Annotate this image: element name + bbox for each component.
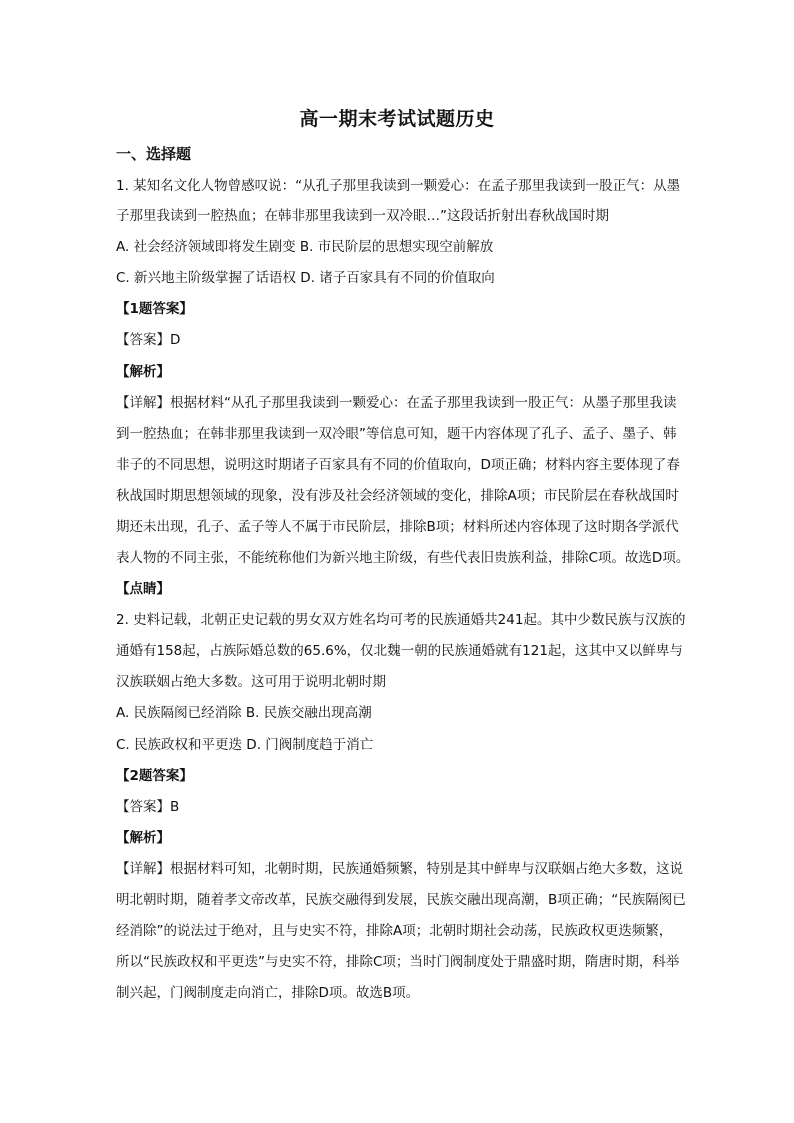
- q1-option-ab: A. 社会经济领域即将发生剧变 B. 市民阶层的思想实现空前解放: [116, 239, 494, 255]
- q1-stem-line-1: 1. 某知名文化人物曾感叹说：“从孔子那里我读到一颗爱心：在孟子那里我读到一股正气：从墨: [116, 178, 681, 194]
- section-heading: 一、选择题: [116, 145, 192, 163]
- q1-answer: 【答案】D: [116, 332, 181, 348]
- q2-detail-line-5: 制兴起，门阀制度走向消亡，排除D项。故选B项。: [116, 985, 420, 1001]
- q1-detail-line-4: 秋战国时期思想领域的现象，没有涉及社会经济领域的变化，排除A项；市民阶层在春秋战国时: [116, 488, 679, 504]
- q2-answer: 【答案】B: [116, 799, 180, 815]
- q1-highlight-header: 【点睛】: [116, 581, 170, 597]
- q1-stem-line-2: 子那里我读到一腔热血；在韩非那里我读到一双冷眼…”这段话折射出春秋战国时期: [116, 208, 609, 224]
- q1-analysis-header: 【解析】: [116, 364, 170, 380]
- q1-detail-line-5: 期还未出现，孔子、孟子等人不属于市民阶层，排除B项；材料所述内容体现了这时期各学派代: [116, 519, 679, 535]
- q1-detail-line-2: 到一腔热血；在韩非那里我读到一双冷眼”等信息可知，题干内容体现了孔子、孟子、墨子、韩: [116, 426, 677, 442]
- q2-detail-line-3: 经消除”的说法过于绝对，且与史实不符，排除A项；北朝时期社会动荡，民族政权更迭频繁，: [116, 923, 673, 939]
- q1-option-cd: C. 新兴地主阶级掌握了话语权 D. 诸子百家具有不同的价值取向: [116, 270, 495, 286]
- q1-detail-line-6: 表人物的不同主张，不能统称他们为新兴地主阶级，有些代表旧贵族利益，排除C项。故选D项。: [116, 550, 690, 566]
- q2-answer-header: 【2题答案】: [116, 768, 193, 784]
- q2-detail-line-4: 所以“民族政权和平更迭”与史实不符，排除C项；当时门阀制度处于鼎盛时期，隋唐时期，科举: [116, 954, 680, 970]
- q1-answer-header: 【1题答案】: [116, 301, 193, 317]
- q2-analysis-header: 【解析】: [116, 830, 170, 846]
- q1-detail-line-3: 非子的不同思想，说明这时期诸子百家具有不同的价值取向，D项正确；材料内容主要体现了春: [116, 457, 680, 473]
- q2-stem-line-2: 通婚有158起，占族际婚总数的65.6%，仅北魏一朝的民族通婚就有121起，这其中又以鲜卑与: [116, 643, 683, 659]
- q2-option-cd: C. 民族政权和平更迭 D. 门阀制度趋于消亡: [116, 737, 374, 753]
- q1-detail-line-1: 【详解】根据材料“从孔子那里我读到一颗爱心：在孟子那里我读到一股正气：从墨子那里我读: [116, 395, 677, 411]
- q2-stem-line-3: 汉族联姻占绝大多数。这可用于说明北朝时期: [116, 674, 386, 690]
- page-title: 高一期末考试试题历史: [299, 108, 495, 130]
- q2-detail-line-2: 明北朝时期，随着孝文帝改革，民族交融得到发展，民族交融出现高潮，B项正确；“民族隔阂已: [116, 892, 686, 908]
- q2-detail-line-1: 【详解】根据材料可知，北朝时期，民族通婚频繁，特别是其中鲜卑与汉联姻占绝大多数，这说: [116, 861, 683, 877]
- q2-stem-line-1: 2. 史料记载，北朝正史记载的男女双方姓名均可考的民族通婚共241起。其中少数民族与汉族的: [116, 612, 686, 628]
- q2-option-ab: A. 民族隔阂已经消除 B. 民族交融出现高潮: [116, 705, 372, 721]
